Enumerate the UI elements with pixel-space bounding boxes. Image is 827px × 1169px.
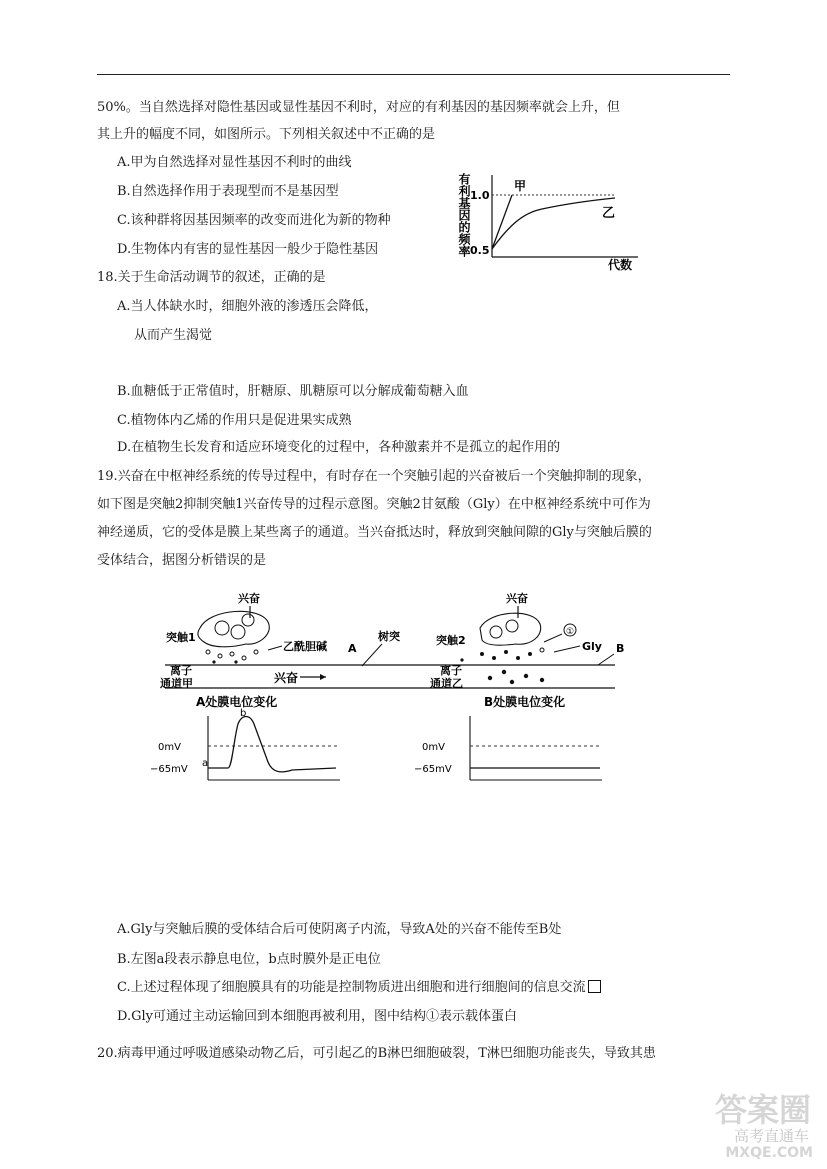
q18-option-c: C.植物体内乙烯的作用只是促进果实成熟 bbox=[117, 413, 352, 428]
q17-option-d: D.生物体内有害的显性基因一般少于隐性基因 bbox=[117, 242, 379, 257]
point-b-label: B bbox=[616, 642, 625, 655]
chart-a-label-b: b bbox=[240, 708, 247, 719]
q19-stem-line2: 如下图是突触2抑制突触1兴奋传导的过程示意图。突触2甘氨酸（Gly）在中枢神经系统中可作为 bbox=[97, 497, 651, 512]
graph-ylabel: 有利基因的频率 bbox=[457, 173, 471, 257]
synapse2-terminal bbox=[480, 613, 541, 645]
chart-b-tick-0: 0mV bbox=[422, 742, 445, 753]
gene-frequency-graph bbox=[450, 165, 650, 275]
q17-option-c: C.该种群将因基因频率的改变而进化为新的物种 bbox=[117, 213, 391, 228]
synapse-figure bbox=[150, 588, 630, 793]
q18-option-d: D.在植物生长发育和适应环境变化的过程中，各种激素并不是孤立的起作用的 bbox=[117, 440, 561, 455]
ion-label-left: 离子 bbox=[170, 664, 192, 677]
gly-label: Gly bbox=[582, 640, 602, 653]
synapse1-label: 突触1 bbox=[166, 631, 196, 644]
watermark-logo bbox=[671, 1085, 821, 1165]
graph-tick-high: 1.0 bbox=[470, 189, 490, 202]
ion-label-right: 离子 bbox=[440, 664, 462, 677]
channel-jia-label: 通道甲 bbox=[160, 677, 193, 690]
graph-label-jia: 甲 bbox=[514, 179, 527, 193]
graph-xlabel: 代数 bbox=[608, 258, 633, 272]
watermark-text-sub: 高考直通车 bbox=[733, 1127, 809, 1145]
channel-yi-label: 通道乙 bbox=[430, 677, 463, 690]
watermark-text-url: MXQE.COM bbox=[725, 1145, 813, 1161]
q18-stem: 18.关于生命活动调节的叙述，正确的是 bbox=[97, 270, 326, 285]
xingfen-arrow-label: 兴奋 bbox=[274, 671, 299, 685]
synapse2-xingfen: 兴奋 bbox=[506, 592, 528, 605]
synapse1-xingfen: 兴奋 bbox=[238, 592, 260, 605]
checkbox-square bbox=[588, 980, 601, 993]
q19-stem-line3: 神经递质，它的受体是膜上某些离子的通道。当兴奋抵达时，释放到突触间隙的Gly与突触后膜的 bbox=[97, 525, 652, 540]
chart-b-title: B处膜电位变化 bbox=[484, 695, 566, 709]
q17-stem-line2: 其上升的幅度不同，如图所示。下列相关叙述中不正确的是 bbox=[97, 127, 436, 142]
q20-stem: 20.病毒甲通过呼吸道感染动物乙后，可引起乙的B淋巴细胞破裂，T淋巴细胞功能丧失，导致其患 bbox=[97, 1046, 656, 1061]
chart-a-tick-0: 0mV bbox=[158, 742, 181, 753]
q19-option-d: D.Gly可通过主动运输回到本细胞再被利用，图中结构①表示载体蛋白 bbox=[117, 1009, 517, 1024]
q19-option-c-text: C.上述过程体现了细胞膜具有的功能是控制物质进出细胞和进行细胞间的信息交流 bbox=[117, 980, 586, 995]
chart-b-tick-65: −65mV bbox=[414, 764, 452, 775]
chart-a-curve bbox=[208, 717, 336, 772]
graph-tick-low: 0.5 bbox=[470, 244, 490, 257]
point-a-label: A bbox=[348, 642, 357, 655]
chart-a-tick-65: −65mV bbox=[150, 764, 188, 775]
q19-option-b: B.左图a段表示静息电位，b点时膜外是正电位 bbox=[117, 952, 381, 967]
q19-option-c bbox=[117, 980, 601, 996]
graph-label-yi: 乙 bbox=[602, 206, 616, 221]
q19-stem-line4: 受体结合，据图分析错误的是 bbox=[97, 553, 267, 568]
header-rule bbox=[97, 74, 730, 75]
dendrite-label: 树突 bbox=[378, 630, 400, 643]
curve-yi bbox=[492, 198, 615, 249]
q18-option-a-line1: A.当人体缺水时，细胞外液的渗透压会降低， bbox=[117, 299, 378, 314]
synapse2-label: 突触2 bbox=[436, 634, 466, 647]
synapse1-terminal bbox=[198, 611, 269, 646]
q18-option-a-line2: 从而产生渴觉 bbox=[134, 328, 213, 343]
q19-option-a: A.Gly与突触后膜的受体结合后可使阴离子内流，导致A处的兴奋不能传至B处 bbox=[117, 922, 562, 937]
curve-jia bbox=[492, 195, 512, 249]
q17-option-a: A.甲为自然选择对显性基因不利时的曲线 bbox=[117, 155, 352, 170]
chart-a-label-a: a bbox=[202, 758, 209, 769]
chart-a-title: A处膜电位变化 bbox=[196, 695, 278, 709]
q18-option-b: B.血糖低于正常值时，肝糖原、肌糖原可以分解成葡萄糖入血 bbox=[117, 384, 469, 399]
acetylcholine-label: 乙酰胆碱 bbox=[283, 640, 327, 653]
q17-stem-line1: 50%。当自然选择对隐性基因或显性基因不利时，对应的有利基因的基因频率就会上升，但 bbox=[97, 100, 620, 115]
q19-stem-line1: 19.兴奋在中枢神经系统的传导过程中，有时存在一个突触引起的兴奋被后一个突触抑制的现象， bbox=[97, 469, 651, 484]
q17-option-b: B.自然选择作用于表现型而不是基因型 bbox=[117, 184, 339, 199]
structure-one-label: ① bbox=[566, 627, 575, 637]
watermark-text-main: 答案圈 bbox=[714, 1091, 811, 1129]
